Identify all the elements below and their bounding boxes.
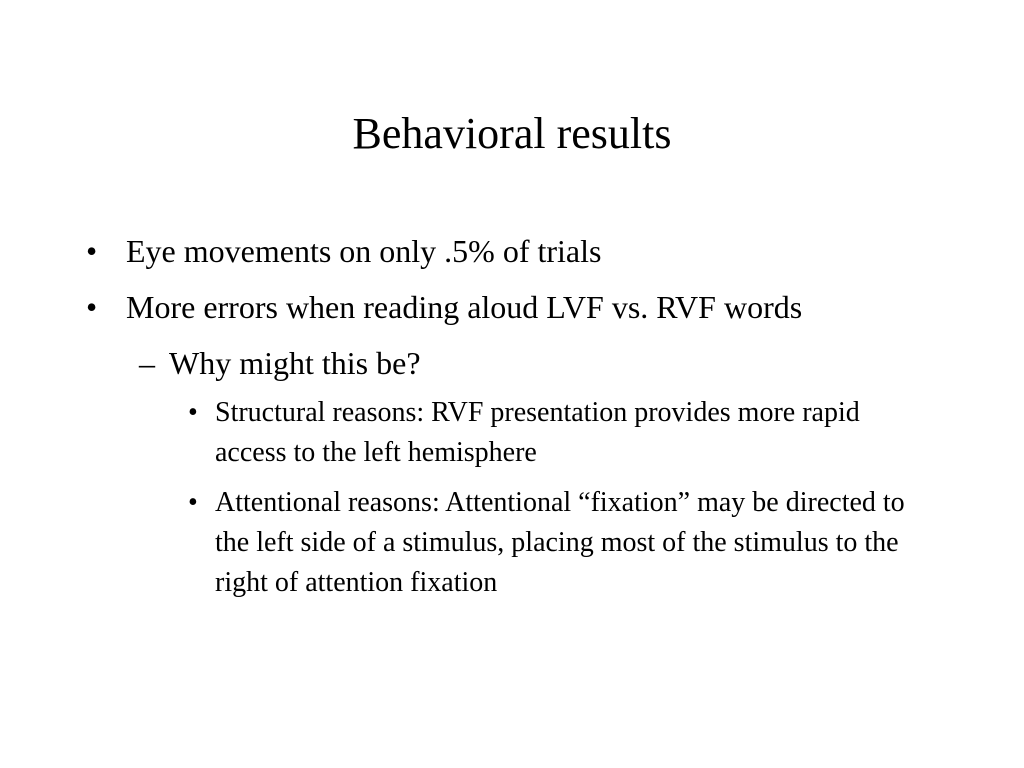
bullet-text: More errors when reading aloud LVF vs. RVF words [126,289,803,325]
bullet-marker: • [188,487,198,518]
bullet-item-eye-movements [86,229,946,273]
sub-sub-bullet-structural [86,393,905,473]
bullet-list [86,229,946,613]
sub-sub-bullet-attentional [86,483,905,603]
sub-bullet-why [86,341,946,385]
bullet-text: Eye movements on only .5% of trials [126,233,602,269]
bullet-marker: • [86,289,98,325]
dash-marker: – [139,345,155,381]
bullet-marker: • [188,397,198,428]
bullet-marker: • [86,233,98,269]
slide-title: Behavioral results [352,109,672,158]
sub-bullet-text: Why might this be? [169,345,421,381]
sub-sub-bullet-text: Attentional reasons: Attentional “fixation” may be directed to the left side of a stimulus, placing most of the stimulus to the right of attention fixation [215,487,905,598]
bullet-item-more-errors [86,285,946,329]
sub-sub-bullet-text: Structural reasons: RVF presentation provides more rapid access to the left hemisphere [215,397,860,468]
